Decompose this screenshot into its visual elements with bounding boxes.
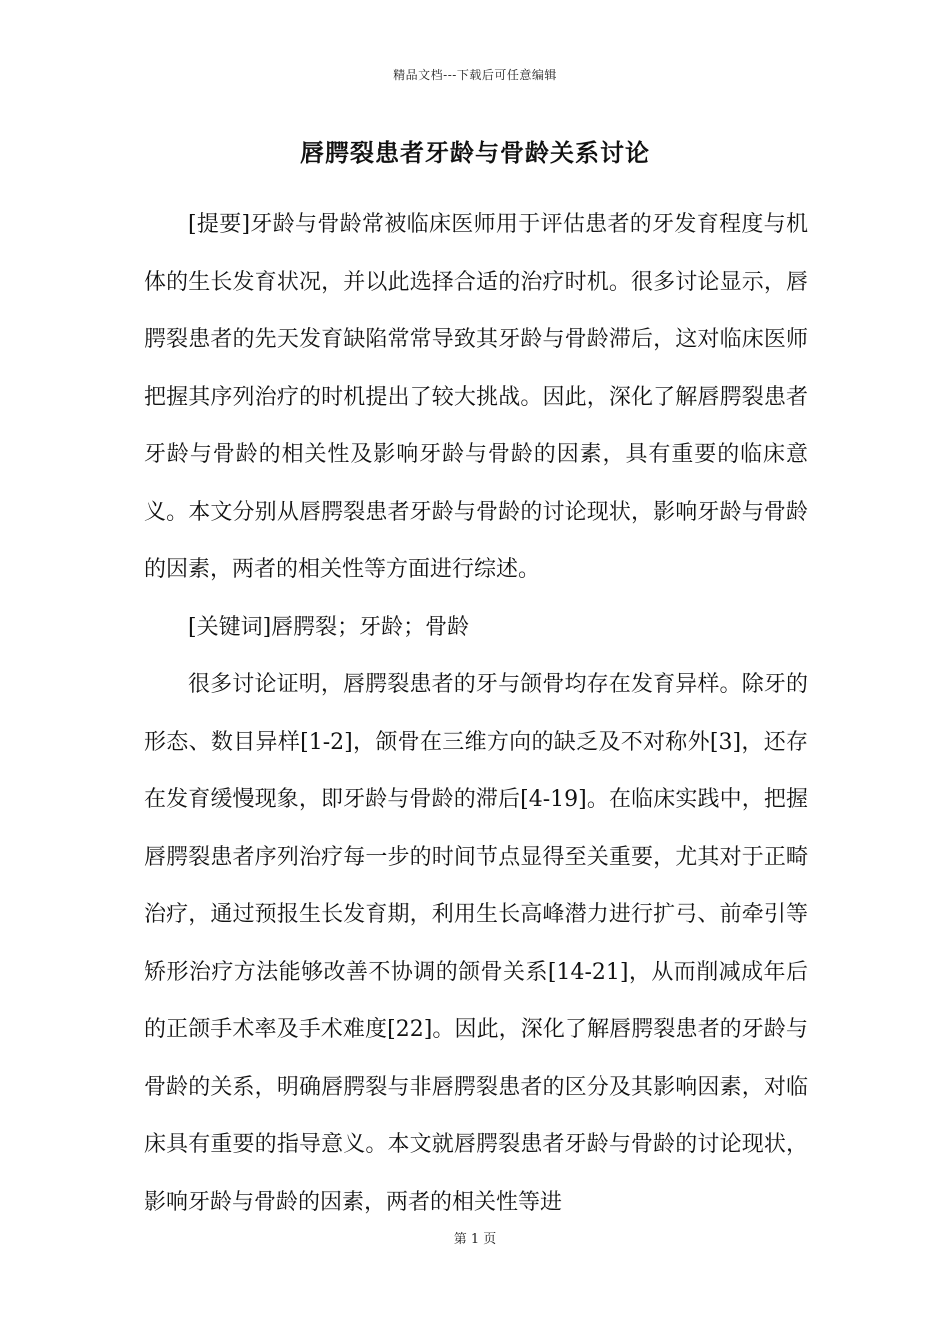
keywords-paragraph: [关键词]唇腭裂；牙龄；骨龄 [188,614,470,640]
page-header: 精品文档---下载后可任意编辑 [393,68,557,82]
page-number: 第 1 页 [453,1232,497,1247]
document-title: 唇腭裂患者牙龄与骨龄关系讨论 [300,138,650,167]
body-paragraph: 很多讨论证明，唇腭裂患者的牙与颌骨均存在发育异样。除牙的形态、数目异样[1-2]，颌骨在三维方向的缺乏及不对称外[3]，还存在发育缓慢现象，即牙龄与骨龄的滞后[4-19]。在临床实践中，把握唇腭裂患者序列治疗每一步的时间节点显得至关重要，尤其对于正畸治疗，通过预报生长发育期，利用生长高峰潜力进行扩弓、前牵引等矫形治疗方法能够改善不协调的颌骨关系[14-21]，从而削减成年后的正颌手术率及手术难度[22]。因此，深化了解唇腭裂患者的牙龄与骨龄的关系，明确唇腭裂与非唇腭裂患者的区分及其影响因素，对临床具有重要的指导意义。本文就唇腭裂患者牙龄与骨龄的讨论现状，影响牙龄与骨龄的因素，两者的相关性等进 [144,672,808,1215]
document-body [144,196,808,1231]
abstract-paragraph: [提要]牙龄与骨龄常被临床医师用于评估患者的牙发育程度与机体的生长发育状况，并以此选择合适的治疗时机。很多讨论显示，唇腭裂患者的先天发育缺陷常常导致其牙龄与骨龄滞后，这对临床医师把握其序列治疗的时机提出了较大挑战。因此，深化了解唇腭裂患者牙龄与骨龄的相关性及影响牙龄与骨龄的因素，具有重要的临床意义。本文分别从唇腭裂患者牙龄与骨龄的讨论现状，影响牙龄与骨龄的因素，两者的相关性等方面进行综述。 [144,212,808,582]
